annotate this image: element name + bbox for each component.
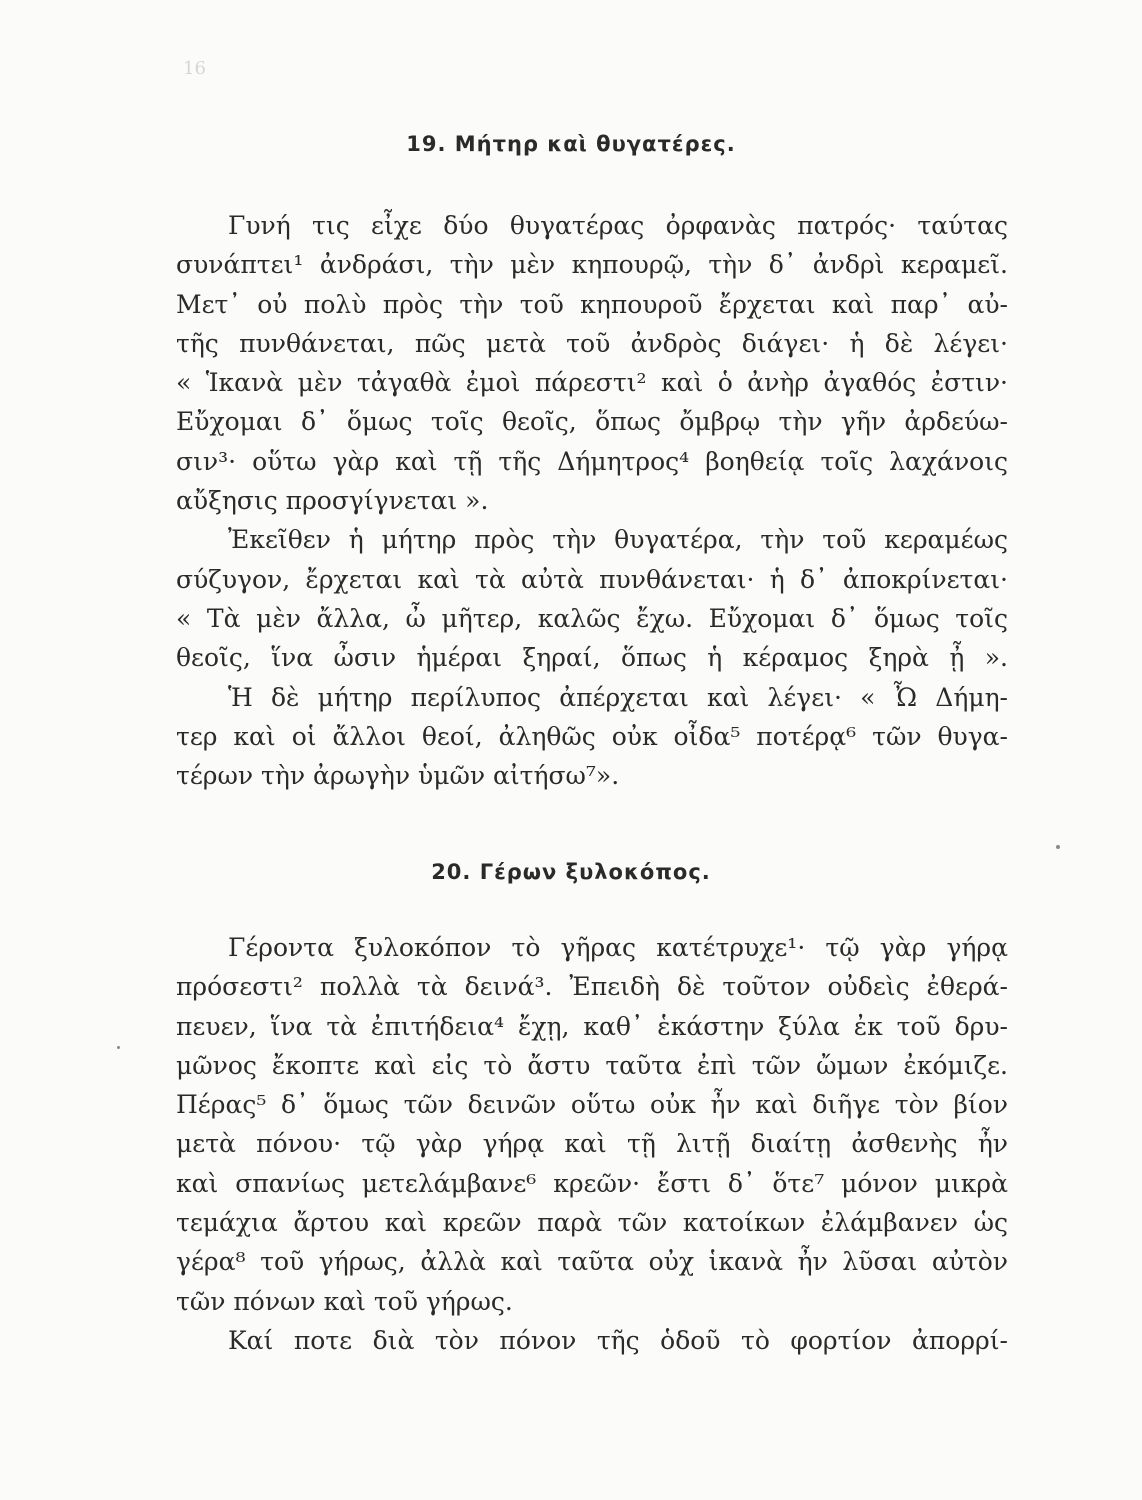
scan-speck — [117, 1046, 120, 1049]
story-20-title: 20. Γέρων ξυλοκόπος. — [431, 860, 711, 884]
text-line: καὶ σπανίως μετελάμβανε⁶ κρεῶν· ἔστι δ᾽ ὅτε⁷ μόνον μικρὰ — [176, 1168, 1008, 1198]
text-line: τῆς πυνθάνεται, πῶς μετὰ τοῦ ἀνδρὸς διάγει· ἡ δὲ λέγει· — [176, 328, 1008, 358]
text-line: μῶνος ἔκοπτε καὶ εἰς τὸ ἄστυ ταῦτα ἐπὶ τῶν ὤμων ἐκόμιζε. — [176, 1050, 1008, 1080]
text-line: θεοῖς, ἵνα ὦσιν ἡμέραι ξηραί, ὅπως ἡ κέραμος ξηρὰ ᾖ ». — [176, 643, 1008, 673]
text-line: Μετ᾽ οὐ πολὺ πρὸς τὴν τοῦ κηπουροῦ ἔρχεται καὶ παρ᾽ αὐ- — [176, 289, 1008, 319]
text-line: γέρα⁸ τοῦ γήρως, ἀλλὰ καὶ ταῦτα οὐχ ἱκανὰ ἦν λῦσαι αὐτὸν — [176, 1247, 1008, 1277]
text-line: σύζυγον, ἔρχεται καὶ τὰ αὐτὰ πυνθάνεται· ἡ δ᾽ ἀποκρίνεται· — [176, 564, 1008, 594]
text-line: Γυνή τις εἶχε δύο θυγατέρας ὀρφανὰς πατρός· ταύτας — [228, 211, 1008, 240]
text-line: « Τὰ μὲν ἄλλα, ὦ μῆτερ, καλῶς ἔχω. Εὔχομαι δ᾽ ὅμως τοῖς — [176, 603, 1008, 633]
text-line: σιν³· οὕτω γὰρ καὶ τῇ τῆς Δήμητρος⁴ βοηθείᾳ τοῖς λαχάνοις — [176, 446, 1008, 476]
text-line: τῶν πόνων καὶ τοῦ γήρως. — [176, 1286, 513, 1316]
text-line: Ἐκεῖθεν ἡ μήτηρ πρὸς τὴν θυγατέρα, τὴν τοῦ κεραμέως — [228, 525, 1008, 555]
text-line: τέρων τὴν ἀρωγὴν ὑμῶν αἰτήσω⁷». — [176, 761, 620, 791]
text-line: « Ἱκανὰ μὲν τἀγαθὰ ἐμοὶ πάρεστι² καὶ ὁ ἀνὴρ ἀγαθός ἐστιν· — [176, 368, 1008, 398]
story-19-title: 19. Μήτηρ καὶ θυγατέρες. — [406, 132, 736, 156]
text-line: τεμάχια ἄρτου καὶ κρεῶν παρὰ τῶν κατοίκων ἐλάμβανεν ὡς — [176, 1208, 1008, 1238]
page-number: 16 — [183, 58, 206, 79]
story-19-text — [176, 206, 1008, 795]
text-line: πρόσεστι² πολλὰ τὰ δεινά³. Ἐπειδὴ δὲ τοῦτον οὐδεὶς ἐθερά- — [176, 972, 1008, 1002]
text-line: αὔξησις προσγίγνεται ». — [176, 486, 489, 516]
text-line: συνάπτει¹ ἀνδράσι, τὴν μὲν κηπουρῷ, τὴν δ᾽ ἀνδρὶ κεραμεῖ. — [176, 250, 1008, 280]
text-line: Καί ποτε διὰ τὸν πόνον τῆς ὁδοῦ τὸ φορτίον ἀπορρί- — [228, 1325, 1008, 1355]
text-line: τερ καὶ οἱ ἄλλοι θεοί, ἀληθῶς οὐκ οἶδα⁵ ποτέρᾳ⁶ τῶν θυγα- — [176, 721, 1008, 751]
text-line: Ἡ δὲ μήτηρ περίλυπος ἀπέρχεται καὶ λέγει· « Ὦ Δήμη- — [228, 682, 1008, 712]
text-line: μετὰ πόνου· τῷ γὰρ γήρᾳ καὶ τῇ λιτῇ διαίτῃ ἀσθενὴς ἦν — [176, 1129, 1008, 1159]
text-line: πευεν, ἵνα τὰ ἐπιτήδεια⁴ ἔχῃ, καθ᾽ ἑκάστην ξύλα ἐκ τοῦ δρυ- — [176, 1011, 1008, 1041]
scan-speck — [1056, 845, 1060, 849]
text-line: Εὔχομαι δ᾽ ὅμως τοῖς θεοῖς, ὅπως ὄμβρῳ τὴν γῆν ἀρδεύω- — [176, 407, 1008, 437]
story-20-text — [176, 928, 1008, 1360]
text-line: Γέροντα ξυλοκόπον τὸ γῆρας κατέτρυχε¹· τῷ γὰρ γήρᾳ — [228, 933, 1008, 962]
text-line: Πέρας⁵ δ᾽ ὅμως τῶν δεινῶν οὕτω οὐκ ἦν καὶ διῆγε τὸν βίον — [176, 1090, 1008, 1120]
